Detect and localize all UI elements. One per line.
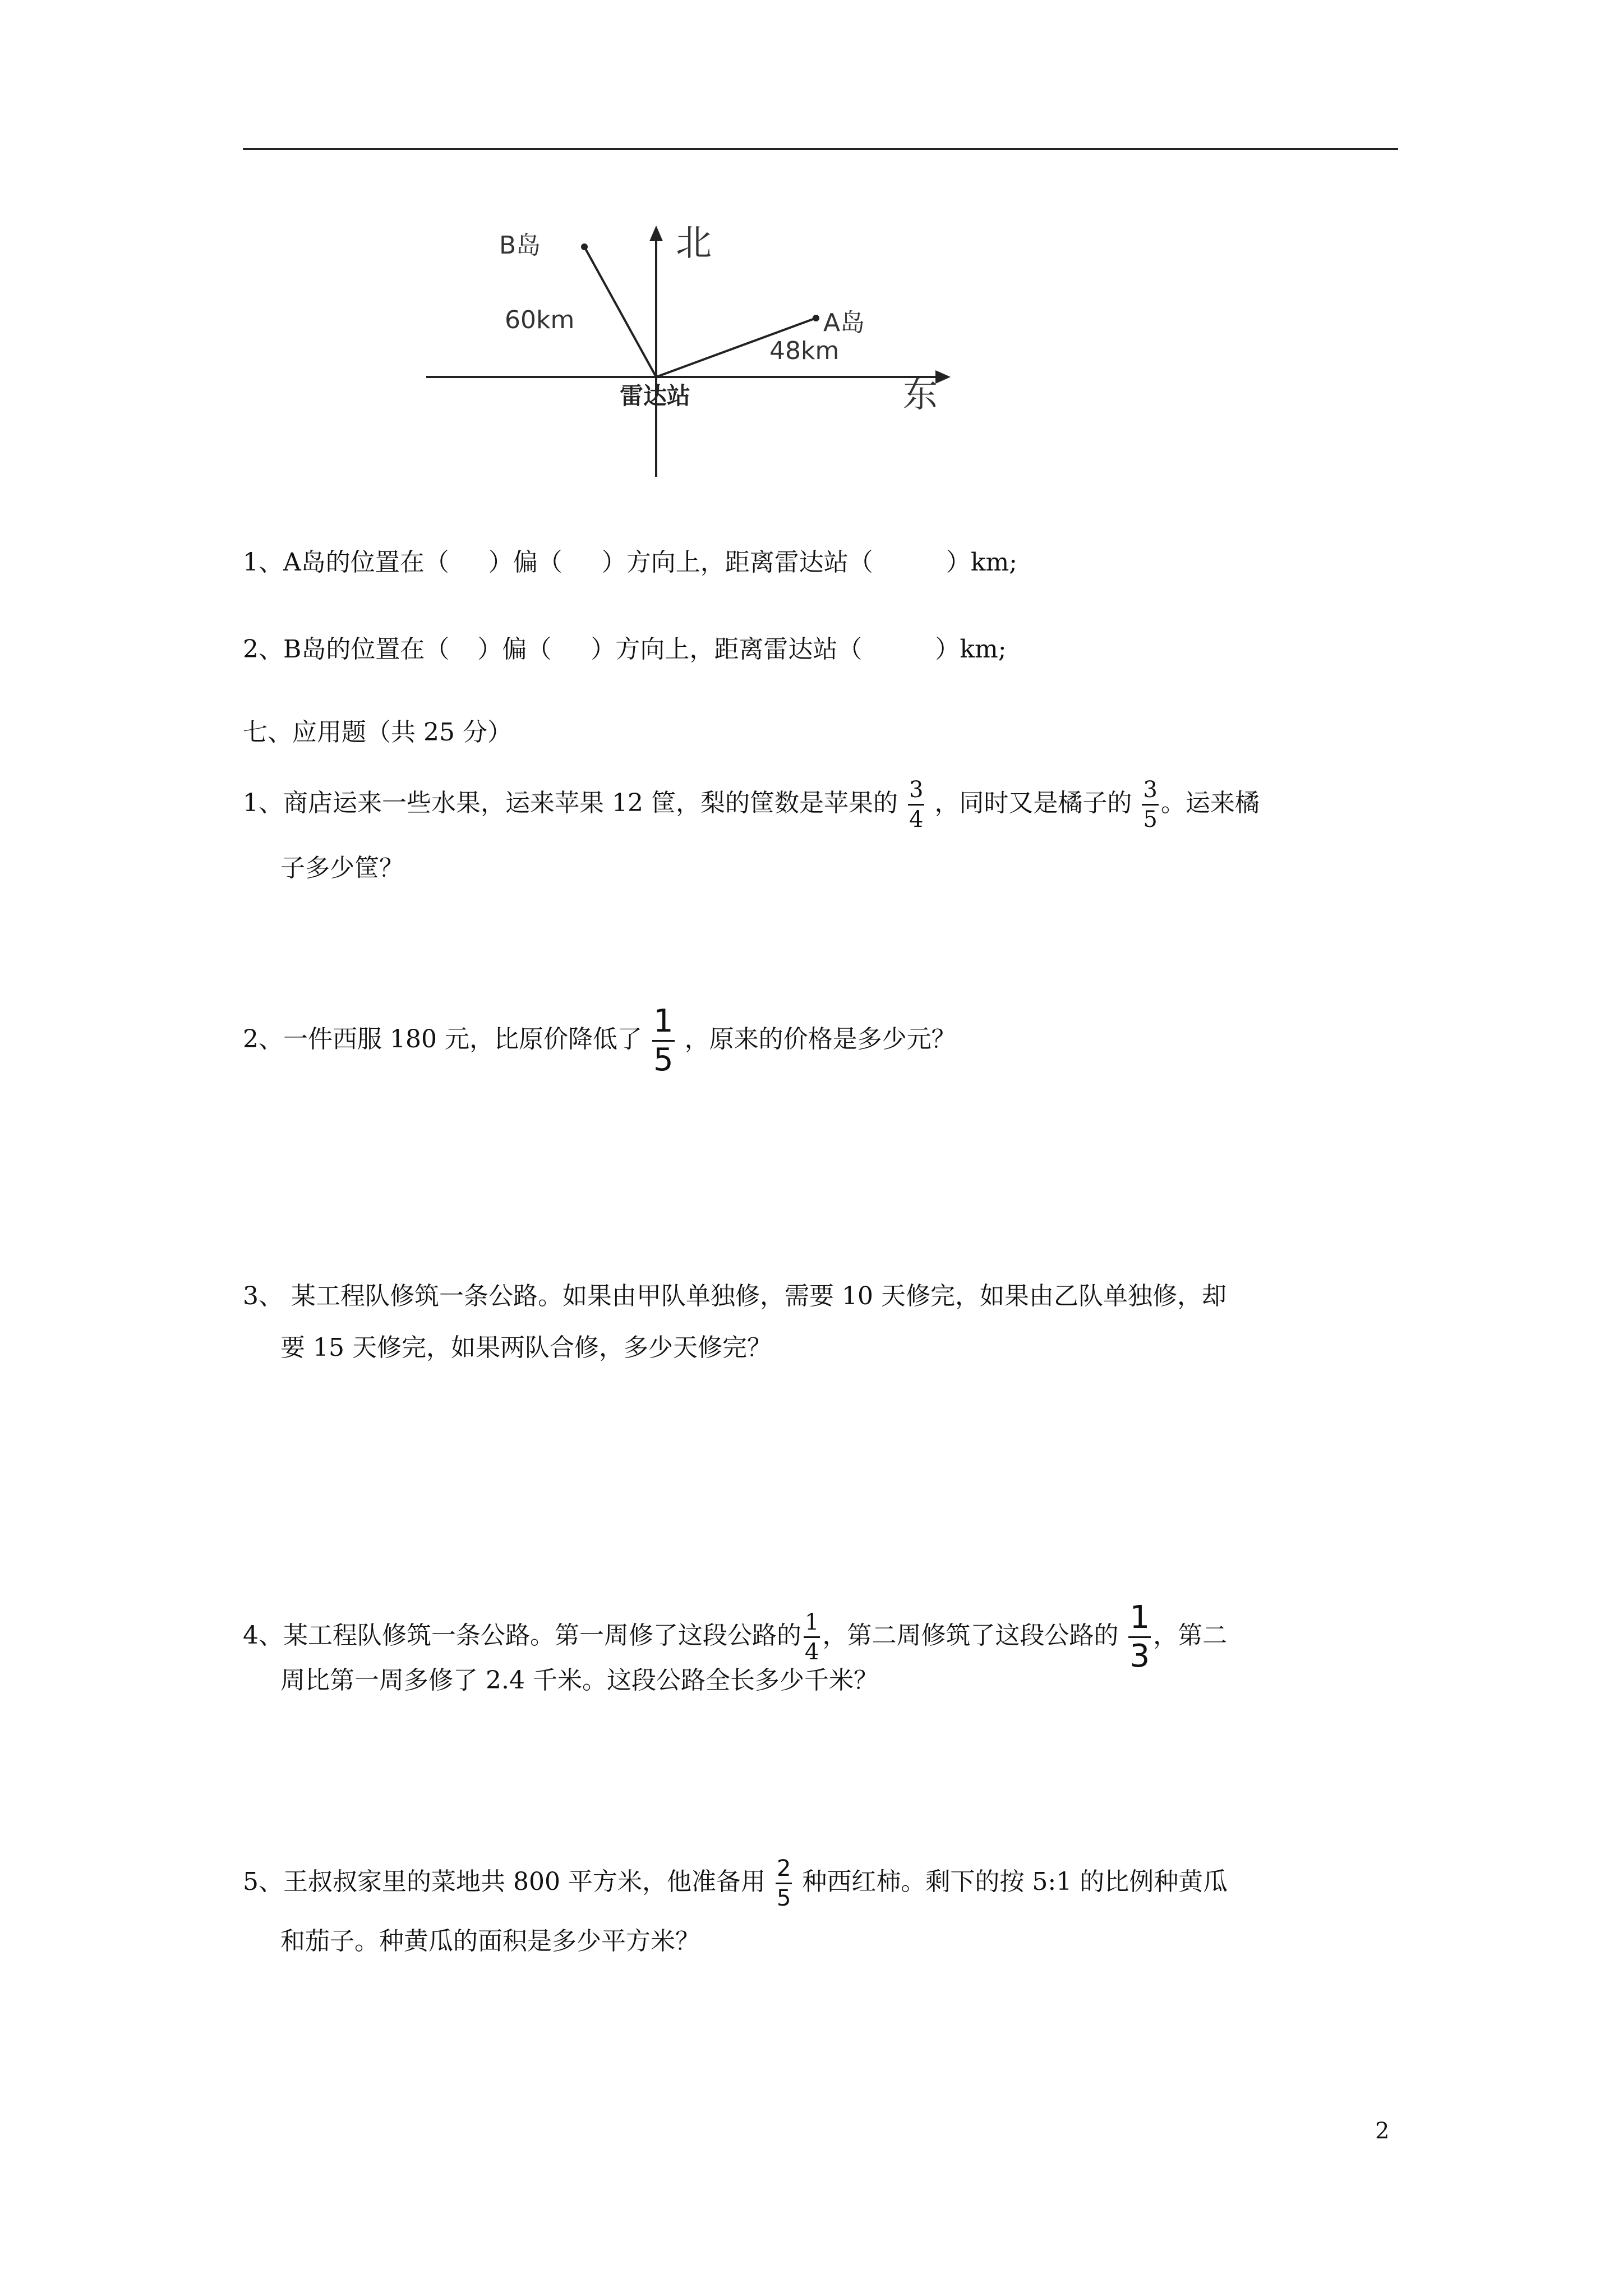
text-segment: 2、一件西服 180 元，比原价降低了 — [243, 1025, 642, 1053]
text-segment: ）方向上，距离雷达站（ — [601, 548, 873, 577]
fraction-bar — [1142, 804, 1158, 806]
numerator: 1 — [653, 1003, 674, 1039]
page-number: 2 — [1375, 2118, 1390, 2144]
text-segment: 种西红柿。剩下的按 5:1 的比例种黄瓜 — [802, 1867, 1228, 1896]
numerator: 3 — [909, 777, 924, 803]
a-island-point — [813, 315, 819, 321]
b-island-point — [581, 243, 588, 250]
east-label: 东 — [903, 374, 938, 415]
text-segment: ）km; — [946, 548, 1017, 577]
q6-item-2 — [243, 634, 1007, 665]
fraction-three-fifths — [1142, 777, 1158, 832]
problem-1-line-1 — [243, 777, 1260, 832]
section-title: 七、应用题（共 25 分） — [243, 718, 512, 747]
problem-1-line-2: 子多少筐？ — [280, 854, 404, 882]
header-rule — [243, 148, 1398, 150]
text-segment: 2、B岛的位置在（ — [243, 635, 450, 664]
denominator: 5 — [1143, 807, 1158, 832]
numerator: 3 — [1143, 777, 1158, 803]
fraction-one-third — [1128, 1600, 1151, 1674]
b-island-line — [584, 247, 656, 377]
denominator: 5 — [653, 1042, 674, 1078]
text-segment: ）km; — [935, 635, 1007, 664]
text-segment: ，第二 — [1153, 1621, 1228, 1650]
text-segment: ）偏（ — [477, 635, 552, 664]
text-segment: ）偏（ — [488, 548, 562, 577]
east-arrowhead — [935, 370, 951, 384]
text-segment: ，原来的价格是多少元？ — [684, 1025, 956, 1053]
text-segment: 5、王叔叔家里的菜地共 800 平方米，他准备用 — [243, 1867, 766, 1896]
problem-4-line-2: 周比第一周多修了 2.4 千米。这段公路全长多少千米？ — [280, 1666, 878, 1695]
b-island-label: B岛 — [499, 231, 541, 260]
denominator: 4 — [909, 807, 924, 832]
numerator: 1 — [1129, 1599, 1150, 1636]
text-segment: ）方向上，距离雷达站（ — [591, 635, 863, 664]
fraction-bar — [804, 1636, 820, 1638]
problem-2 — [243, 1004, 956, 1078]
fraction-three-quarters — [908, 777, 924, 832]
text-segment: ，同时又是橘子的 — [934, 789, 1132, 817]
fraction-one-fifth — [652, 1004, 675, 1078]
text-segment: 。运来橘 — [1160, 789, 1260, 817]
denominator: 3 — [1129, 1638, 1150, 1674]
denominator: 4 — [805, 1639, 819, 1665]
b-distance-label: 60km — [505, 306, 575, 334]
problem-3-line-1: 3、 某工程队修筑一条公路。如果由甲队单独修，需要 10 天修完，如果由乙队单独修，却 — [243, 1282, 1227, 1310]
q6-item-1 — [243, 547, 1017, 578]
text-segment: ，第二周修筑了这段公路的 — [822, 1621, 1119, 1650]
problem-4-line-1 — [243, 1600, 1227, 1674]
numerator: 1 — [805, 1609, 819, 1635]
fraction-two-fifths — [776, 1856, 792, 1911]
fraction-bar — [908, 804, 924, 806]
station-label: 雷达站 — [620, 382, 691, 409]
text-segment: 1、商店运来一些水果，运来苹果 12 筐，梨的筐数是苹果的 — [243, 789, 898, 817]
text-segment: 4、某工程队修筑一条公路。第一周修了这段公路的 — [243, 1621, 801, 1650]
fraction-bar — [776, 1883, 792, 1884]
problem-5-line-2: 和茄子。种黄瓜的面积是多少平方米？ — [280, 1927, 700, 1955]
numerator: 2 — [776, 1856, 791, 1881]
a-island-label: A岛 — [823, 309, 865, 337]
north-arrowhead — [649, 226, 663, 241]
problem-3-line-2: 要 15 天修完，如果两队合修，多少天修完？ — [280, 1333, 772, 1362]
radar-direction-diagram — [421, 219, 959, 482]
denominator: 5 — [776, 1885, 791, 1911]
text-segment: 1、A岛的位置在（ — [243, 548, 449, 577]
fraction-one-quarter — [804, 1609, 820, 1665]
problem-5-line-1 — [243, 1856, 1228, 1911]
a-distance-label: 48km — [769, 337, 840, 365]
north-label: 北 — [676, 223, 712, 264]
